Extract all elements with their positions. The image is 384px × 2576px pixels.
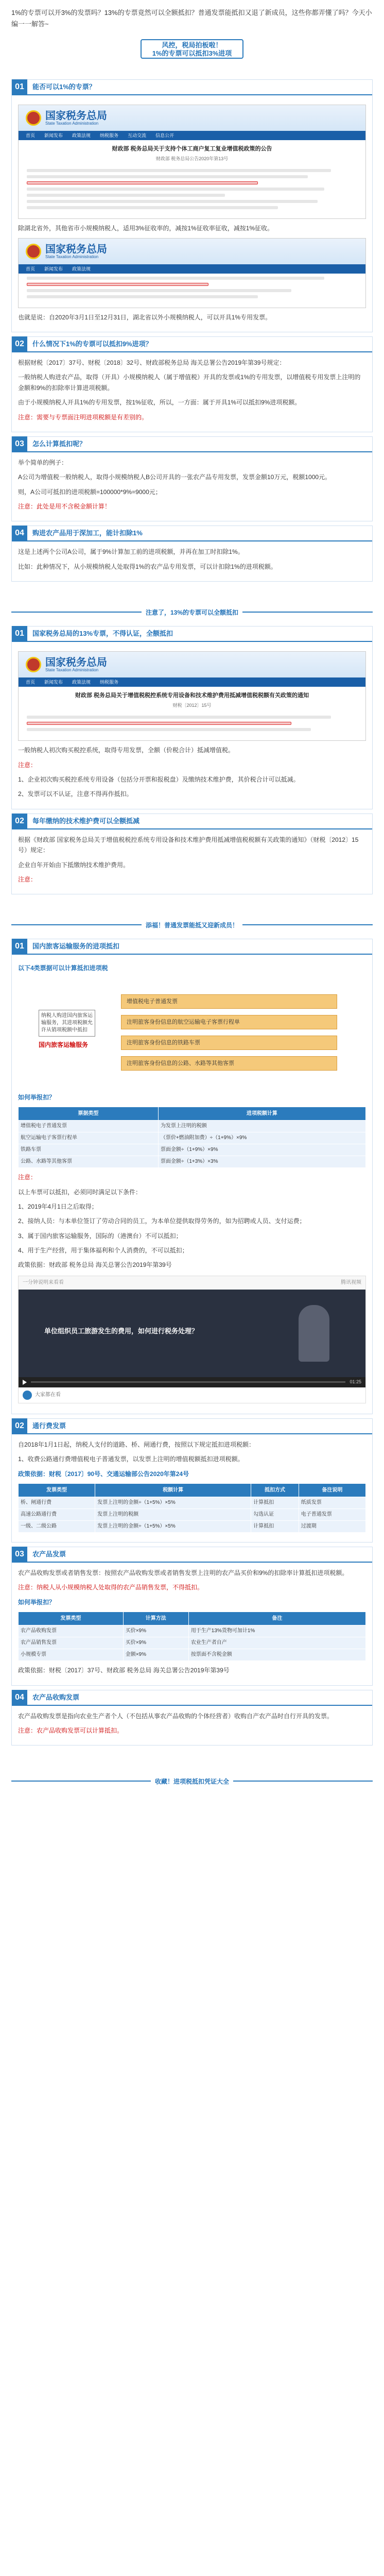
paragraph: 1、2019年4月1日之后取得；	[18, 1202, 98, 1210]
card-3-3	[11, 1547, 373, 1686]
doc-nav-item: 首页	[26, 680, 36, 685]
paragraph: 一般纳税人购进农产品，取得（开具）小规模纳税人（属于增值税）开具的发票或1%的专用发票，以增值税专用发票上注明的金额和9%的扣除率计算进项税额。	[18, 374, 361, 392]
farm-invoice-table: 发票类型 计算方法 备注 农产品收购发票 买价×9% 用于生产13%货物可加计1% 农产品销售发票 买价×9% 农业生产者自产 小规模专票 金额×9% 按票面不含税金额	[18, 1612, 366, 1661]
video-source: 腾讯视频	[341, 1280, 361, 1286]
card-title-text: 农产品收购发票	[32, 1693, 80, 1701]
play-icon[interactable]	[23, 1380, 27, 1385]
footer-divider-text: 收藏！进项税抵扣凭证大全	[151, 1776, 233, 1787]
card-number: 03	[12, 436, 27, 452]
card-title-text: 农产品发票	[32, 1550, 66, 1558]
table-header-cell: 进项税额计算	[158, 1107, 365, 1121]
doc-nav-item: 纳税服务	[100, 680, 119, 685]
paragraph-note: 注意：纳税人从小规模纳税人处取得的农产品销售发票，不得抵扣。	[18, 1584, 204, 1591]
card-title-text: 国家税务总局的13%专票，不得认证，全额抵扣	[32, 630, 173, 638]
doc-brand	[45, 243, 107, 260]
paragraph: 政策依据：财税〔2017〕37号、财政部 税务总局 海关总署公告2019年第39号	[18, 1667, 230, 1674]
doc-nav-item: 政策法规	[72, 680, 91, 685]
card-body	[12, 452, 372, 521]
card-body	[12, 829, 372, 894]
card-1-2	[11, 336, 373, 432]
section-banner-2	[11, 586, 373, 622]
section-tag-line1: 风控，税局拍板啦！	[162, 41, 222, 49]
paragraph: 由于小规模纳税人开具1%的专用发票，按1%征收，所以，一方面：属于开具1%可以抵扣9%进项税额。	[18, 399, 301, 406]
document-screenshot	[18, 651, 366, 741]
tax-emblem-icon	[26, 110, 41, 126]
card-3-2	[11, 1418, 373, 1543]
video-footer	[19, 1387, 365, 1403]
doc-brand-cn: 国家税务总局	[45, 242, 107, 255]
doc-ref: 财政部 税务总局公告2020年第13号	[155, 156, 229, 161]
table-heading: 政策依据：财税〔2017〕90号、交通运输部公告2020年第24号	[18, 1470, 189, 1478]
doc-header	[19, 652, 365, 677]
flow-item: 增值税电子普通发票	[121, 994, 337, 1009]
paragraph: 以上车票可以抵扣，必须同时满足以下条件：	[18, 1188, 142, 1196]
table-heading: 如何举报扣？	[18, 1598, 56, 1606]
card-title-text: 每年缴纳的技术维护费可以全额抵减	[32, 817, 140, 825]
doc-body-lines	[19, 716, 365, 740]
section-divider-text: 注意了，13%的专票可以全额抵扣	[142, 607, 242, 618]
doc-nav-item: 新闻发布	[44, 680, 63, 685]
card-2-1	[11, 626, 373, 809]
paragraph: 也就是说：自2020年3月1日至12月31日，湖北省以外小规模纳税人，可以开具1%专用发票。	[18, 313, 272, 321]
doc-brand	[45, 656, 107, 673]
ticket-flow-diagram	[18, 979, 366, 1087]
paragraph-note: 注意：	[18, 875, 37, 883]
paragraph: 根据《财政部 国家税务总局关于增值税税控系统专用设备和技术维护费用抵减增值税税额有关政策的通知》（财税〔2012〕15号）规定：	[18, 836, 359, 854]
card-title	[12, 1419, 372, 1434]
doc-brand-en: State Taxation Administration	[45, 121, 99, 126]
card-body	[12, 1706, 372, 1745]
doc-nav	[19, 264, 365, 274]
doc-body-lines	[19, 169, 365, 218]
doc-nav-item: 互动交流	[128, 133, 147, 139]
doc-brand-en: State Taxation Administration	[45, 254, 99, 259]
video-controls	[19, 1377, 365, 1387]
paragraph: 1、收费公路通行费增值税电子普通发票，以发票上注明的增值税额抵扣进项税额。	[18, 1455, 244, 1463]
card-title	[12, 526, 372, 541]
paragraph: 4、用于生产经营，用于集体福利和个人消费的，不可以抵扣；	[18, 1247, 188, 1255]
table-heading: 如何举报扣？	[18, 1093, 56, 1101]
doc-nav	[19, 677, 365, 687]
channel-avatar	[23, 1391, 32, 1400]
paragraph-note: 注意：农产品收购发票可以计算抵扣。	[18, 1727, 124, 1734]
paragraph-note: 注意：	[18, 1174, 37, 1181]
doc-ref: 财税〔2012〕15号	[172, 702, 212, 708]
paragraph: 1、企业初次购买税控系统专用设备（包括分开票和报税盘）及缴纳技术维护费，其价税合计可以抵减。	[18, 776, 300, 784]
doc-nav-item: 首页	[26, 133, 36, 139]
flow-label: 国内旅客运输服务	[39, 1041, 89, 1048]
table-row: 铁路车票 票面金额÷（1+9%）×9%	[19, 1144, 366, 1156]
card-title	[12, 1690, 372, 1706]
flow-targets	[121, 994, 337, 1077]
card-number: 02	[12, 336, 27, 352]
paragraph: A公司为增值税一般纳税人，取得小规模纳税人B公司开具的一张农产品专用发票，发票金额10万元，税额1000元。	[18, 473, 331, 481]
card-title-text: 怎么计算抵扣呢？	[32, 439, 86, 448]
table-row: 公路、水路等其他客票 票面金额÷（1+3%）×3%	[19, 1156, 366, 1168]
card-2-2	[11, 814, 373, 895]
paragraph-note: 注意：	[18, 761, 37, 769]
document-screenshot-2	[18, 238, 366, 308]
table-row: 小规模专票 金额×9% 按票面不含税金额	[19, 1649, 366, 1661]
card-body	[12, 642, 372, 809]
section-divider	[11, 924, 373, 931]
doc-body-lines	[19, 277, 365, 308]
card-title	[12, 939, 372, 955]
intro-text: 1%的专票可以开3%的发票吗？13%的专票竟然可以全额抵扣？普通发票能抵扣又退了新成员，这些你都弄懂了吗？今天小编一一解答~	[11, 9, 372, 28]
video-footer-text: 大家都在看	[35, 1392, 61, 1398]
paragraph: 自2018年1月1日起，纳税人支付的道路、桥、闸通行费，按照以下规定抵扣进项税额：	[18, 1440, 255, 1448]
flow-bubble: 纳税人购进国内旅客运输服务，其进项税额允许从销项税额中抵扣	[39, 1010, 95, 1037]
paragraph: 根据财税〔2017〕37号、财税〔2018〕32号、财政部税务总局 海关总署公告2019年第39号规定：	[18, 359, 286, 366]
card-title-text: 什么情况下1%的专票可以抵扣9%进项？	[32, 340, 152, 348]
video-caption: 单位组织员工旅游发生的费用，如何进行税务处理？	[44, 1327, 199, 1335]
table-row: 桥、闸通行费 发票上注明的金额÷（1+5%）×5% 计算抵扣 纸质发票	[19, 1497, 366, 1509]
section-banner-1	[11, 39, 373, 75]
doc-nav-item: 信息公开	[155, 133, 174, 139]
doc-brand-en: State Taxation Administration	[45, 668, 99, 673]
footer-banner	[11, 1755, 373, 1791]
card-title-text: 通行费发票	[32, 1421, 66, 1430]
card-number: 02	[12, 814, 27, 829]
doc-title: 财政部 税务总局关于增值税税控系统专用设备和技术维护费用抵减增值税税额有关政策的通知	[75, 692, 309, 699]
card-body	[12, 541, 372, 581]
paragraph: 比如：此种情况下，从小规模纳税人处取得1%的农产品专用发票，可以计扣除1%的进项税额。	[18, 563, 277, 570]
doc-brand	[45, 110, 107, 126]
section-divider-text: 添福！普通发票能抵又迎新成员！	[142, 920, 242, 930]
paragraph: 政策依据：财政部 税务总局 海关总署公告2019年第39号	[18, 1261, 172, 1269]
paragraph-note: 注意：需要与专票面注明进项税额是有差别的。	[18, 413, 148, 421]
card-1-4	[11, 526, 373, 582]
paragraph-note: 注意：此处是用不含税金额计算！	[18, 503, 111, 511]
paragraph: 农产品收购发票或者销售发票：按照农产品收购发票或者销售发票上注明的农产品买价和9%的扣除率计算抵扣进项税额。	[18, 1569, 348, 1577]
table-row: 高速公路通行费 发票上注明的税额 勾选认证 电子普通发票	[19, 1509, 366, 1521]
table-header-cell: 票据类型	[19, 1107, 159, 1121]
card-title-text: 国内旅客运输服务的进项抵扣	[32, 942, 120, 951]
card-title-text: 能否可以1%的专票？	[32, 83, 96, 91]
flow-item: 注明旅客身份信息的航空运输电子客票行程单	[121, 1015, 337, 1029]
presenter-image	[299, 1305, 329, 1362]
card-number: 01	[12, 626, 27, 641]
card-number: 03	[12, 1547, 27, 1562]
card-body	[12, 352, 372, 432]
section-divider	[11, 609, 373, 619]
progress-track[interactable]	[31, 1381, 345, 1383]
flow-source	[39, 1010, 95, 1061]
card-title	[12, 1547, 372, 1563]
doc-header	[19, 239, 365, 264]
section-tag-line2: 1%的专票可以抵扣3%进项	[152, 49, 232, 58]
doc-nav-item: 纳税服务	[100, 133, 119, 139]
tax-emblem-icon	[26, 244, 41, 259]
deduction-table	[18, 1107, 366, 1168]
doc-brand-cn: 国家税务总局	[45, 656, 107, 669]
paragraph: 除湖北省外，其他省市小规模纳税人，适用3%征收率的，减按1%征收率征收，减按1%征收。	[18, 225, 274, 232]
card-title	[12, 626, 372, 642]
paragraph: 农产品收购发票是指向农业生产者个人（不包括从事农产品收购的个体经营者）收购自产农产品时自行开具的发票。	[18, 1712, 334, 1720]
card-3-4	[11, 1690, 373, 1746]
paragraph: 则，A公司可抵扣的进项税额=100000*9%=9000元；	[18, 488, 162, 496]
flow-item: 注明旅客身份信息的铁路车票	[121, 1036, 337, 1050]
card-3-1	[11, 939, 373, 1414]
card-number: 02	[12, 1418, 27, 1434]
card-number: 01	[12, 939, 27, 954]
section-tag	[141, 39, 243, 59]
card-1-3	[11, 436, 373, 522]
card-body	[12, 955, 372, 1414]
table-row: 一级、二级公路 发票上注明的金额÷（1+5%）×5% 计算抵扣 过渡期	[19, 1521, 366, 1533]
card-1-1	[11, 79, 373, 332]
card-number: 04	[12, 526, 27, 541]
section-banner-3	[11, 899, 373, 935]
video-screen[interactable]	[19, 1290, 365, 1377]
paragraph: 企业自年开始由下抵缴纳技术维护费用。	[18, 861, 130, 869]
table-row: 增值税电子普通发票 为发票上注明的税额	[19, 1121, 366, 1132]
video-time: 01:25	[350, 1379, 361, 1385]
card-title	[12, 80, 372, 95]
video-top-bar	[19, 1276, 365, 1290]
paragraph: 举个简单的例子：	[18, 459, 68, 466]
card-number: 04	[12, 1690, 27, 1705]
doc-title: 财政部 税务总局关于支持个体工商户复工复业增值税政策的公告	[112, 146, 272, 152]
card-body	[12, 1434, 372, 1542]
table-row: 航空运输电子客票行程单 （票价+燃油附加费）÷（1+9%）×9%	[19, 1132, 366, 1144]
paragraph: 2、接纳人员：与本单位签订了劳动合同的员工，为本单位提供取得劳务的，如为招聘或人员、支付运费；	[18, 1217, 306, 1225]
section-divider	[11, 1778, 373, 1788]
doc-nav	[19, 131, 365, 140]
card-title	[12, 437, 372, 452]
doc-nav-item: 新闻发布	[44, 266, 63, 272]
paragraph: 3、属于国内旅客运输服务，国际的（港澳台）不可以抵扣；	[18, 1232, 182, 1240]
card-title	[12, 814, 372, 829]
paragraph: 2、发票可以不认证，注意不得再作抵扣。	[18, 790, 133, 798]
card-title	[12, 337, 372, 352]
paragraph: 这是上述两个公司A公司，属于9%计算加工前的进项税额，并再在加工时扣除1%。	[18, 548, 244, 556]
table-row: 农产品销售发票 买价×9% 农业生产者自产	[19, 1637, 366, 1649]
paragraph: 一般纳税人初次购买税控系统，取得专用发票，全额（价税合计）抵减增值税。	[18, 747, 235, 754]
flow-item: 注明旅客身份信息的公路、水路等其他客票	[121, 1056, 337, 1071]
card-body	[12, 95, 372, 332]
video-title: 一分钟说明来看看	[23, 1280, 64, 1286]
doc-brand-cn: 国家税务总局	[45, 109, 107, 122]
doc-nav-item: 政策法规	[72, 133, 91, 139]
tax-emblem-icon	[26, 657, 41, 672]
card-title-text: 购进农产品用于深加工，能计扣除1%	[32, 529, 143, 537]
doc-nav-item: 新闻发布	[44, 133, 63, 139]
doc-header	[19, 105, 365, 131]
card-body	[12, 1563, 372, 1685]
doc-nav-item: 首页	[26, 266, 36, 272]
doc-nav-item: 政策法规	[72, 266, 91, 272]
card-number: 01	[12, 79, 27, 95]
video-player[interactable]	[18, 1276, 366, 1403]
document-screenshot	[18, 105, 366, 219]
toll-table: 发票类型 税额计算 抵扣方式 备注说明 桥、闸通行费 发票上注明的金额÷（1+5%）×5% 计算抵扣 纸质发票 高速公路通行费 发票上注明的税额 勾选认证 电子普通发票 一级、二级公路 发票上注明的金额÷（1+5%）×5% 计算抵扣 过渡期	[18, 1483, 366, 1533]
sub-heading: 以下4类票据可以计算抵扣进项税	[18, 964, 108, 972]
table-row: 农产品收购发票 买价×9% 用于生产13%货物可加计1%	[19, 1625, 366, 1637]
